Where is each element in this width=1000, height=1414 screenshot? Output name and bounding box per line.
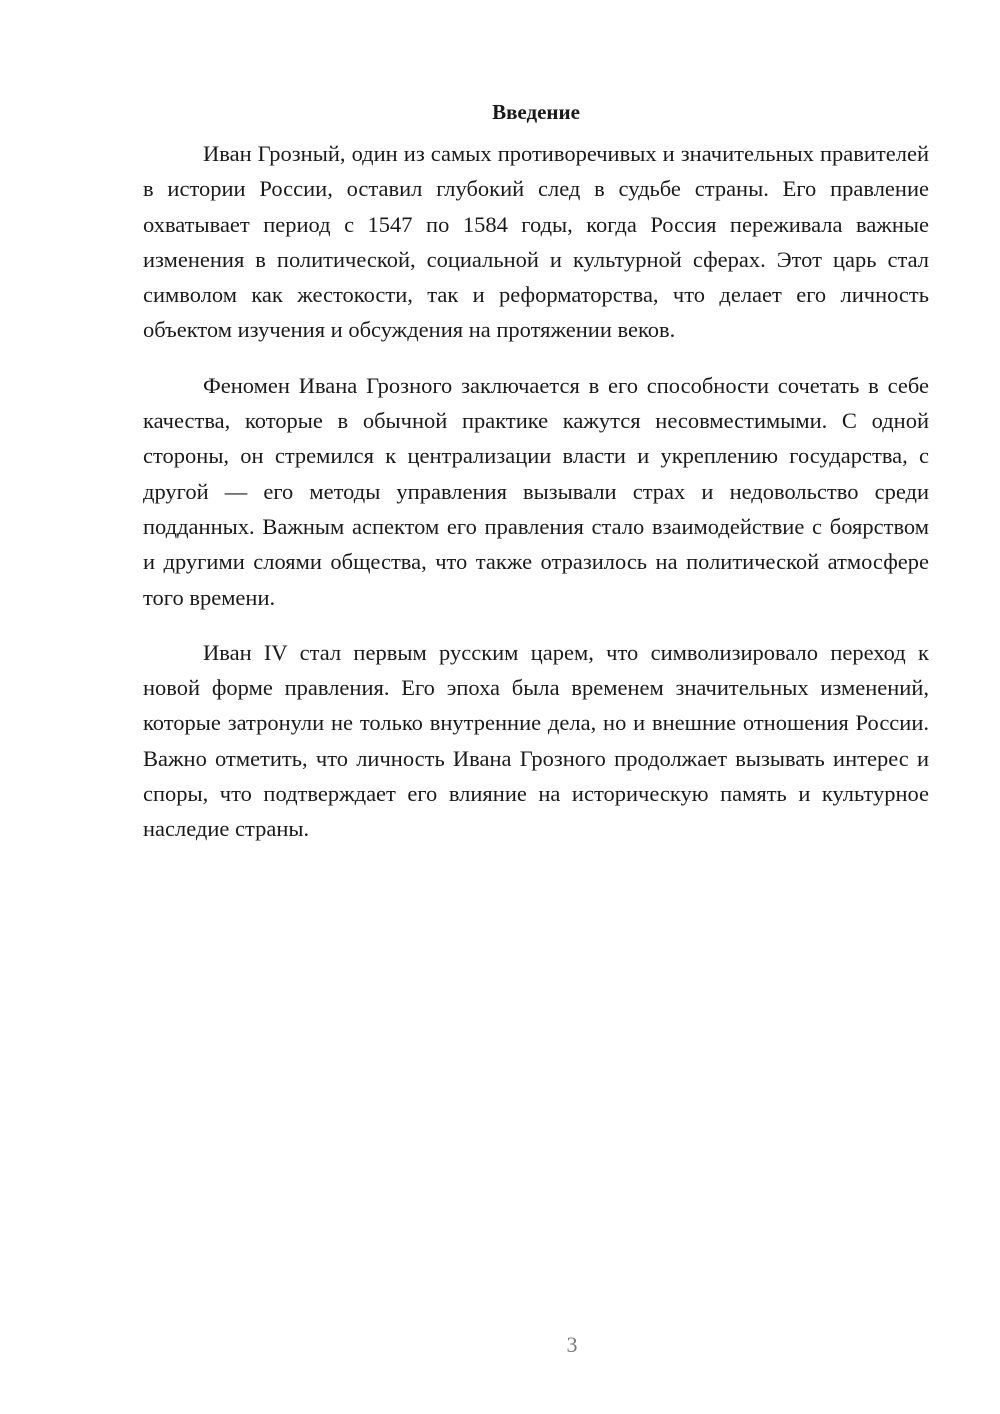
- section-heading: Введение: [492, 100, 580, 124]
- page-number: 3: [566, 1332, 578, 1357]
- paragraph-1: Иван Грозный, один из самых противоречивых и значительных правителей в истории России, оставил глубокий след в судьбе страны. Его правление охватывает период с 1547 по 1584 годы, когда Россия переживала важные изменения в политической, социальной и культурной сферах. Этот царь стал символом как жестокости, так и реформаторства, что делает его личность объектом изучения и обсуждения на протяжении веков.: [143, 141, 929, 343]
- page-content: [143, 96, 929, 867]
- paragraph-3: Иван IV стал первым русским царем, что символизировало переход к новой форме правления. Его эпоха была временем значительных изменений, которые затронули не только внутренние дела, но и внешние отношения России. Важно отметить, что личность Ивана Грозного продолжает вызывать интерес и споры, что подтверждает его влияние на историческую память и культурное наследие страны.: [143, 639, 929, 842]
- paragraph-2: Феномен Ивана Грозного заключается в его способности сочетать в себе качества, которые в обычной практике кажутся несовместимыми. С одной стороны, он стремился к централизации власти и укреплению государства, с другой — его методы управления вызывали страх и недовольство среди подданных. Важным аспектом его правления стало взаимодействие с боярством и другими слоями общества, что также отразилось на политической атмосфере того времени.: [143, 372, 929, 610]
